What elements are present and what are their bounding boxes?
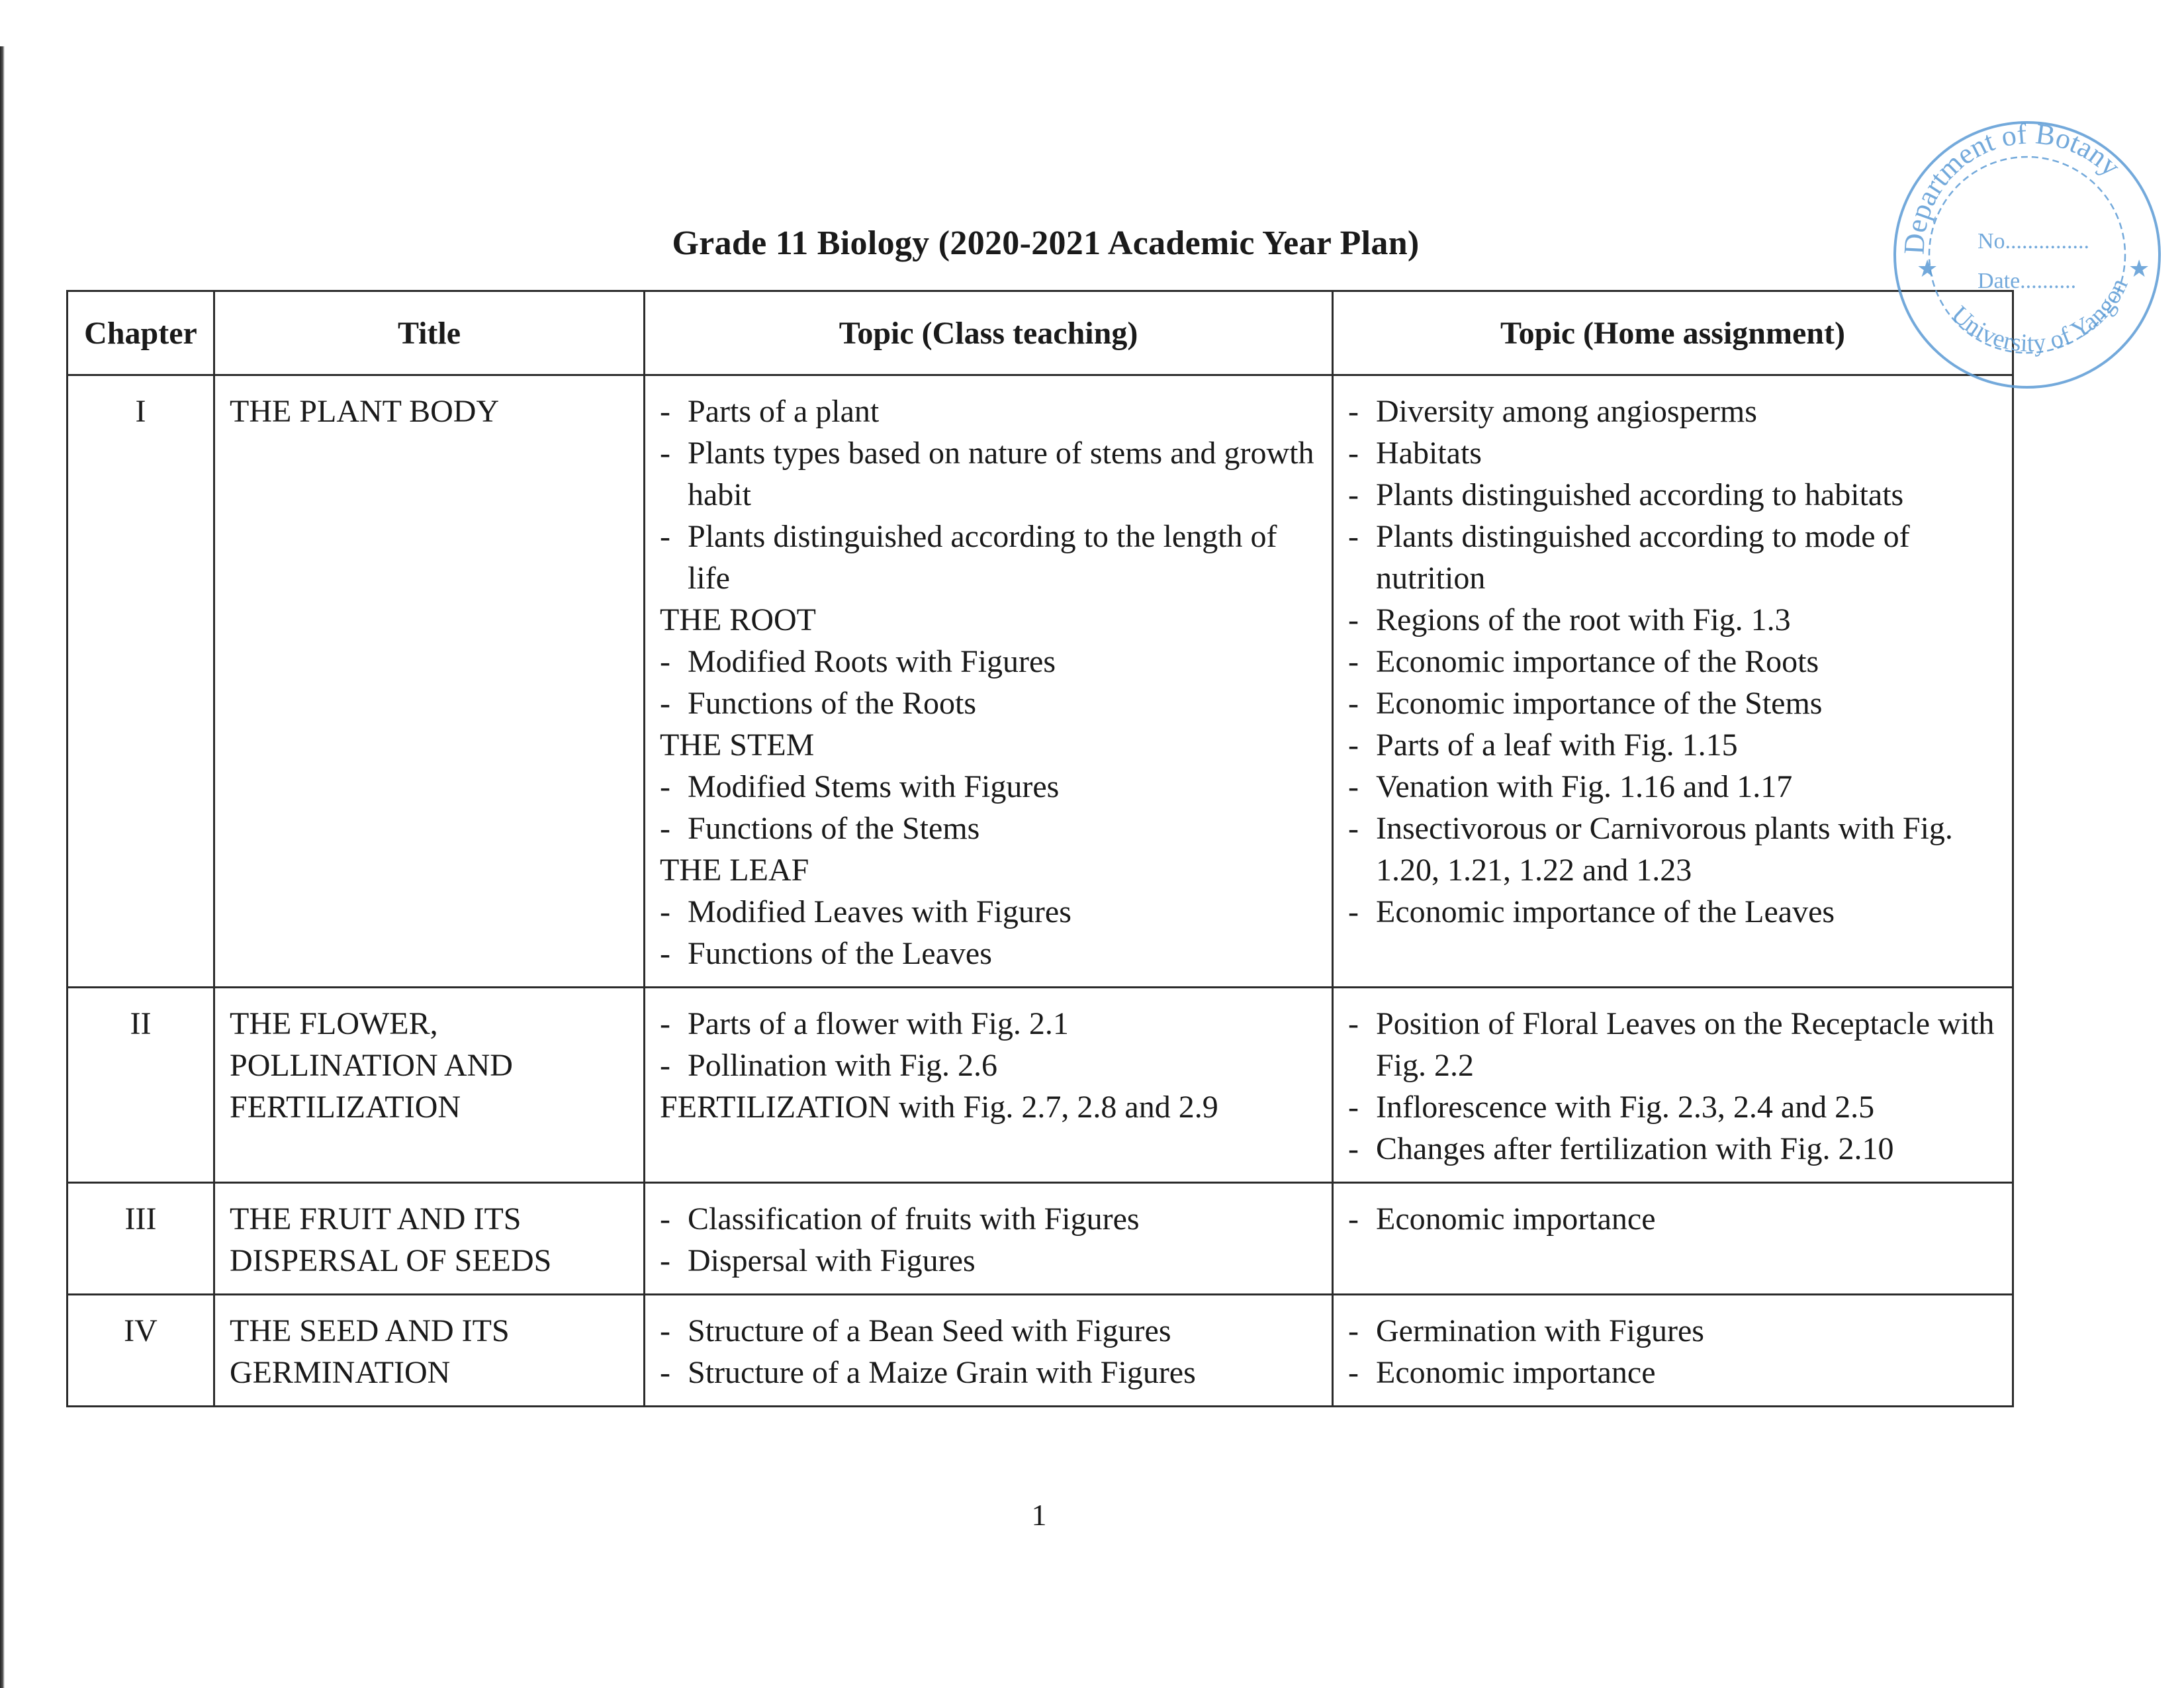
chapter-cell: II [68, 988, 214, 1183]
topic-text: Diversity among angiosperms [1376, 394, 1757, 429]
dash-bullet-icon: - [1348, 1090, 1359, 1125]
topic-list-item [660, 641, 1317, 682]
topic-list-item [1348, 1352, 1997, 1393]
topic-list-item [1348, 432, 1997, 474]
topic-heading: THE ROOT [660, 602, 816, 637]
topic-list-item [660, 1198, 1317, 1240]
class-teaching-cell [645, 375, 1333, 988]
topic-text: Structure of a Bean Seed with Figures [688, 1313, 1171, 1348]
topic-text: Parts of a flower with Fig. 2.1 [688, 1006, 1069, 1041]
page-title: Grade 11 Biology (2020-2021 Academic Year Plan) [672, 224, 1420, 262]
title-line: GERMINATION [230, 1355, 451, 1390]
dash-bullet-icon: - [660, 436, 670, 471]
title-cell [214, 375, 645, 988]
dash-bullet-icon: - [1348, 727, 1359, 763]
chapter-cell: I [68, 375, 214, 988]
home-assignment-cell [1333, 988, 2013, 1183]
dash-bullet-icon: - [1348, 1201, 1359, 1237]
topic-text: Dispersal with Figures [688, 1243, 976, 1278]
topic-text: Plants types based on nature of stems and growth habit [688, 436, 1314, 512]
page-number: 1 [1031, 1498, 1047, 1532]
topic-list-item [1348, 766, 1997, 808]
dash-bullet-icon: - [1348, 519, 1359, 554]
topic-text: Economic importance of the Leaves [1376, 894, 1835, 929]
topic-text: Changes after fertilization with Fig. 2.10 [1376, 1131, 1894, 1166]
topic-list-item [660, 1003, 1317, 1045]
topic-text: Parts of a leaf with Fig. 1.15 [1376, 727, 1738, 763]
topic-list-item [660, 933, 1317, 974]
dash-bullet-icon: - [1348, 1131, 1359, 1166]
topic-list-item [660, 516, 1317, 599]
topic-text: Insectivorous or Carnivorous plants with Fig. 1.20, 1.21, 1.22 and 1.23 [1376, 811, 1953, 888]
chapter-cell: III [68, 1183, 214, 1295]
topic-text: Economic importance [1376, 1355, 1656, 1390]
topic-list-item [1348, 1128, 1997, 1170]
topic-list-item [1348, 1198, 1997, 1240]
topic-text: Economic importance of the Stems [1376, 686, 1823, 721]
topic-text: Regions of the root with Fig. 1.3 [1376, 602, 1791, 637]
title-line: FERTILIZATION [230, 1090, 461, 1125]
dash-bullet-icon: - [660, 1355, 670, 1390]
dash-bullet-icon: - [1348, 602, 1359, 637]
topic-text: Parts of a plant [688, 394, 880, 429]
topic-list-item [660, 682, 1317, 724]
title-line: THE PLANT BODY [230, 394, 500, 429]
topic-text: Functions of the Roots [688, 686, 977, 721]
dash-bullet-icon: - [660, 769, 670, 804]
title-cell [214, 1183, 645, 1295]
dash-bullet-icon: - [660, 1048, 670, 1083]
topic-text: Functions of the Stems [688, 811, 980, 846]
topic-list-item [660, 891, 1317, 933]
dash-bullet-icon: - [1348, 1313, 1359, 1348]
topic-list-item [1348, 1086, 1997, 1128]
topic-text: Position of Floral Leaves on the Receptacle with Fig. 2.2 [1376, 1006, 1995, 1083]
header-title: Title [214, 291, 645, 375]
topic-text: Pollination with Fig. 2.6 [688, 1048, 998, 1083]
dash-bullet-icon: - [1348, 1006, 1359, 1041]
stamp-right-star-icon: ★ [2128, 256, 2150, 282]
dash-bullet-icon: - [660, 936, 670, 971]
stamp-date-label: Date.......... [1978, 269, 2077, 293]
dash-bullet-icon: - [660, 894, 670, 929]
stamp-left-star-icon: ★ [1917, 256, 1938, 282]
table-row [68, 375, 2013, 988]
topic-text: Economic importance of the Roots [1376, 644, 1819, 679]
topic-list-item [660, 766, 1317, 808]
topic-heading: THE LEAF [660, 853, 809, 888]
topic-text: Habitats [1376, 436, 1482, 471]
dash-bullet-icon: - [1348, 769, 1359, 804]
dash-bullet-icon: - [660, 644, 670, 679]
topic-text: Plants distinguished according to the length of life [688, 519, 1277, 596]
stamp-bottom-arc-text: University of Yangon [1946, 274, 2134, 357]
dash-bullet-icon: - [660, 686, 670, 721]
topic-list-item [660, 1045, 1317, 1086]
dash-bullet-icon: - [660, 1243, 670, 1278]
department-stamp [1878, 106, 2169, 397]
title-line: DISPERSAL OF SEEDS [230, 1243, 552, 1278]
dash-bullet-icon: - [660, 519, 670, 554]
table-row [68, 988, 2013, 1183]
title-cell [214, 988, 645, 1183]
topic-list-item [1348, 724, 1997, 766]
topic-list-item [1348, 474, 1997, 516]
header-home-assignment: Topic (Home assignment) [1333, 291, 2013, 375]
class-teaching-cell [645, 988, 1333, 1183]
year-plan-table [66, 290, 2014, 1407]
stamp-top-arc-text: Department of Botany [1897, 117, 2127, 256]
table-row [68, 1295, 2013, 1407]
topic-text: Modified Leaves with Figures [688, 894, 1071, 929]
topic-text: Functions of the Leaves [688, 936, 992, 971]
dash-bullet-icon: - [1348, 644, 1359, 679]
topic-list-item [1348, 682, 1997, 724]
title-line: POLLINATION AND [230, 1048, 513, 1083]
topic-text: Modified Stems with Figures [688, 769, 1060, 804]
topic-text: Modified Roots with Figures [688, 644, 1056, 679]
dash-bullet-icon: - [1348, 686, 1359, 721]
topic-text: Inflorescence with Fig. 2.3, 2.4 and 2.5 [1376, 1090, 1875, 1125]
home-assignment-cell [1333, 375, 2013, 988]
dash-bullet-icon: - [1348, 394, 1359, 429]
class-teaching-cell [645, 1183, 1333, 1295]
topic-text: Plants distinguished according to habitats [1376, 477, 1904, 512]
dash-bullet-icon: - [1348, 894, 1359, 929]
topic-text: Structure of a Maize Grain with Figures [688, 1355, 1196, 1390]
topic-list-item [660, 391, 1317, 432]
topic-text: Venation with Fig. 1.16 and 1.17 [1376, 769, 1793, 804]
title-line: THE SEED AND ITS [230, 1313, 510, 1348]
topic-heading: FERTILIZATION with Fig. 2.7, 2.8 and 2.9 [660, 1090, 1218, 1125]
topic-list-item [660, 432, 1317, 516]
title-cell [214, 1295, 645, 1407]
dash-bullet-icon: - [1348, 477, 1359, 512]
topic-list-item [1348, 808, 1997, 891]
home-assignment-cell [1333, 1295, 2013, 1407]
topic-heading: THE STEM [660, 727, 815, 763]
topic-text: Classification of fruits with Figures [688, 1201, 1140, 1237]
dash-bullet-icon: - [660, 811, 670, 846]
table-row [68, 1183, 2013, 1295]
home-assignment-cell [1333, 1183, 2013, 1295]
topic-list-item [660, 1352, 1317, 1393]
topic-list-item [660, 1240, 1317, 1282]
topic-list-item [1348, 599, 1997, 641]
title-line: THE FLOWER, [230, 1006, 438, 1041]
topic-list-item [660, 1310, 1317, 1352]
topic-list-item [1348, 641, 1997, 682]
dash-bullet-icon: - [660, 394, 670, 429]
dash-bullet-icon: - [1348, 1355, 1359, 1390]
stamp-no-label: No............... [1978, 229, 2090, 254]
table-header-row [68, 291, 2013, 375]
topic-list-item [1348, 516, 1997, 599]
class-teaching-cell [645, 1295, 1333, 1407]
topic-list-item [660, 808, 1317, 849]
dash-bullet-icon: - [1348, 436, 1359, 471]
topic-list-item [1348, 1310, 1997, 1352]
dash-bullet-icon: - [660, 1006, 670, 1041]
dash-bullet-icon: - [660, 1313, 670, 1348]
header-chapter: Chapter [68, 291, 214, 375]
topic-text: Germination with Figures [1376, 1313, 1704, 1348]
dash-bullet-icon: - [1348, 811, 1359, 846]
dash-bullet-icon: - [660, 1201, 670, 1237]
scan-edge-shadow [0, 46, 5, 1688]
topic-list-item [1348, 891, 1997, 933]
title-line: THE FRUIT AND ITS [230, 1201, 522, 1237]
topic-list-item [1348, 1003, 1997, 1086]
table-body [68, 375, 2013, 1407]
topic-text: Plants distinguished according to mode of nutrition [1376, 519, 1910, 596]
chapter-cell: IV [68, 1295, 214, 1407]
header-class-teaching: Topic (Class teaching) [645, 291, 1333, 375]
topic-text: Economic importance [1376, 1201, 1656, 1237]
